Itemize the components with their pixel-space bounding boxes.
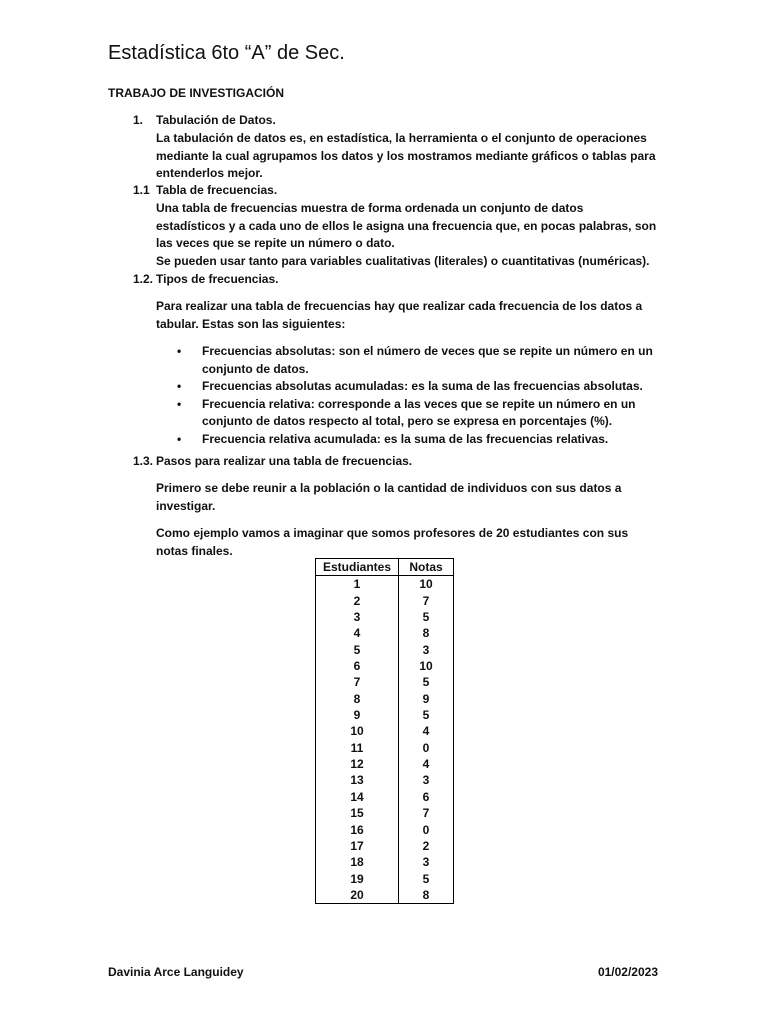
section-1-3-line: Primero se debe reunir a la población o la cantidad de individuos con sus datos a bbox=[156, 481, 622, 495]
table-cell: 2 bbox=[316, 593, 399, 609]
section-1-3-title: Pasos para realizar una tabla de frecuencias. bbox=[156, 454, 413, 468]
table-cell: 20 bbox=[316, 887, 399, 904]
table-row bbox=[316, 691, 454, 707]
section-1-3-line: Como ejemplo vamos a imaginar que somos profesores de 20 estudiantes con sus bbox=[156, 526, 629, 540]
table-row bbox=[316, 838, 454, 854]
section-1-3-number: 1.3. bbox=[133, 454, 154, 468]
table-cell: 7 bbox=[316, 674, 399, 690]
table-cell: 14 bbox=[316, 789, 399, 805]
section-1-number: 1. bbox=[133, 113, 144, 127]
table-cell: 0 bbox=[399, 740, 454, 756]
table-cell: 1 bbox=[316, 576, 399, 593]
section-1-title: Tabulación de Datos. bbox=[156, 113, 276, 127]
bullet-icon: • bbox=[177, 396, 182, 411]
table-row bbox=[316, 576, 454, 593]
list-item bbox=[175, 396, 665, 431]
section-1-2-line: tabular. Estas son las siguientes: bbox=[156, 316, 346, 331]
table-cell: 19 bbox=[316, 871, 399, 887]
table-cell: 12 bbox=[316, 756, 399, 772]
section-1-1-line: Se pueden usar tanto para variables cualitativas (literales) o cuantitativas (numéricas). bbox=[156, 253, 650, 268]
table-row bbox=[316, 772, 454, 788]
table-cell: 13 bbox=[316, 772, 399, 788]
table-cell: 5 bbox=[399, 707, 454, 723]
table-cell: 10 bbox=[399, 658, 454, 674]
table-row bbox=[316, 887, 454, 904]
table-row bbox=[316, 789, 454, 805]
section-1-1-line: Una tabla de frecuencias muestra de forma ordenada un conjunto de datos bbox=[156, 201, 584, 215]
section-1-2-line: Para realizar una tabla de frecuencias hay que realizar cada frecuencia de los datos a bbox=[156, 299, 643, 313]
table-row bbox=[316, 609, 454, 625]
section-1-3-para-2 bbox=[156, 525, 676, 560]
table-cell: 4 bbox=[399, 723, 454, 739]
table-cell: 3 bbox=[399, 772, 454, 788]
table-cell: 10 bbox=[399, 576, 454, 593]
table-row bbox=[316, 871, 454, 887]
table-cell: 18 bbox=[316, 854, 399, 870]
table-cell: 11 bbox=[316, 740, 399, 756]
table-row bbox=[316, 674, 454, 690]
table-cell: 7 bbox=[399, 593, 454, 609]
grades-table bbox=[315, 558, 454, 904]
column-header-notas: Notas bbox=[399, 559, 454, 576]
section-1-line: mediante la cual agrupamos los datos y los mostramos mediante gráficos o tablas para bbox=[156, 148, 656, 163]
table-cell: 5 bbox=[399, 674, 454, 690]
table-cell: 0 bbox=[399, 822, 454, 838]
section-1-2-title: Tipos de frecuencias. bbox=[156, 272, 279, 286]
table-cell: 4 bbox=[316, 625, 399, 641]
table-row bbox=[316, 723, 454, 739]
table-cell: 16 bbox=[316, 822, 399, 838]
section-1-1-number: 1.1 bbox=[133, 183, 150, 197]
table-cell: 3 bbox=[316, 609, 399, 625]
table-cell: 9 bbox=[316, 707, 399, 723]
frequency-types-list bbox=[175, 343, 665, 448]
list-item bbox=[175, 431, 665, 449]
table-row bbox=[316, 854, 454, 870]
table-cell: 6 bbox=[316, 658, 399, 674]
list-item-line: Frecuencias absolutas acumuladas: es la suma de las frecuencias absolutas. bbox=[202, 379, 643, 393]
section-1-1-line: las veces que se repite un número o dato. bbox=[156, 236, 395, 250]
list-item-line: Frecuencia relativa: corresponde a las veces que se repite un número en un bbox=[202, 396, 636, 411]
bullet-icon: • bbox=[177, 344, 182, 358]
list-item-line: conjunto de datos. bbox=[202, 361, 309, 376]
table-cell: 8 bbox=[316, 691, 399, 707]
table-cell: 5 bbox=[399, 609, 454, 625]
bullet-icon: • bbox=[177, 431, 182, 446]
table-row bbox=[316, 756, 454, 772]
section-1-1-line: estadísticos y a cada uno de ellos le asigna una frecuencia que, en pocas palabras, son bbox=[156, 218, 657, 233]
list-item-line: Frecuencias absolutas: son el número de veces que se repite un número en un bbox=[202, 344, 653, 358]
table-row bbox=[316, 805, 454, 821]
table-row bbox=[316, 740, 454, 756]
section-1-line: La tabulación de datos es, en estadística, la herramienta o el conjunto de operaciones bbox=[156, 131, 647, 145]
table-cell: 5 bbox=[316, 642, 399, 658]
table-header-row bbox=[316, 559, 454, 576]
table-cell: 3 bbox=[399, 854, 454, 870]
table-row bbox=[316, 642, 454, 658]
section-1-2-number: 1.2. bbox=[133, 272, 154, 286]
footer-date: 01/02/2023 bbox=[597, 965, 658, 979]
table-cell: 4 bbox=[399, 756, 454, 772]
section-1-line: entenderlos mejor. bbox=[156, 166, 263, 180]
table-cell: 7 bbox=[399, 805, 454, 821]
table-cell: 8 bbox=[399, 625, 454, 641]
list-item-line: conjunto de datos respecto al total, pero se expresa en porcentajes (%). bbox=[202, 414, 613, 428]
section-1-1-title: Tabla de frecuencias. bbox=[156, 183, 278, 197]
table-row bbox=[316, 658, 454, 674]
table-cell: 8 bbox=[399, 887, 454, 904]
section-1-2-body bbox=[156, 298, 676, 333]
table-cell: 6 bbox=[399, 789, 454, 805]
table-row bbox=[316, 707, 454, 723]
document-title: Estadística 6to “A” de Sec. bbox=[108, 42, 345, 64]
list-item bbox=[175, 378, 665, 396]
table-cell: 17 bbox=[316, 838, 399, 854]
table-row bbox=[316, 593, 454, 609]
section-1-3-para-1 bbox=[156, 480, 676, 515]
section-1-body bbox=[156, 130, 676, 183]
document-heading: TRABAJO DE INVESTIGACIÓN bbox=[108, 86, 285, 100]
table-cell: 2 bbox=[399, 838, 454, 854]
list-item bbox=[175, 343, 665, 378]
table-row bbox=[316, 822, 454, 838]
table-cell: 15 bbox=[316, 805, 399, 821]
table-row bbox=[316, 625, 454, 641]
list-item-line: Frecuencia relativa acumulada: es la suma de las frecuencias relativas. bbox=[202, 431, 609, 446]
column-header-estudiantes: Estudiantes bbox=[316, 559, 399, 576]
bullet-icon: • bbox=[177, 379, 182, 393]
table-cell: 5 bbox=[399, 871, 454, 887]
section-1-3-line: notas finales. bbox=[156, 543, 233, 558]
section-1-3-line: investigar. bbox=[156, 498, 216, 513]
table-cell: 9 bbox=[399, 691, 454, 707]
table-cell: 10 bbox=[316, 723, 399, 739]
footer-author: Davinia Arce Languidey bbox=[108, 965, 244, 979]
table-cell: 3 bbox=[399, 642, 454, 658]
section-1-1-body bbox=[156, 200, 676, 270]
